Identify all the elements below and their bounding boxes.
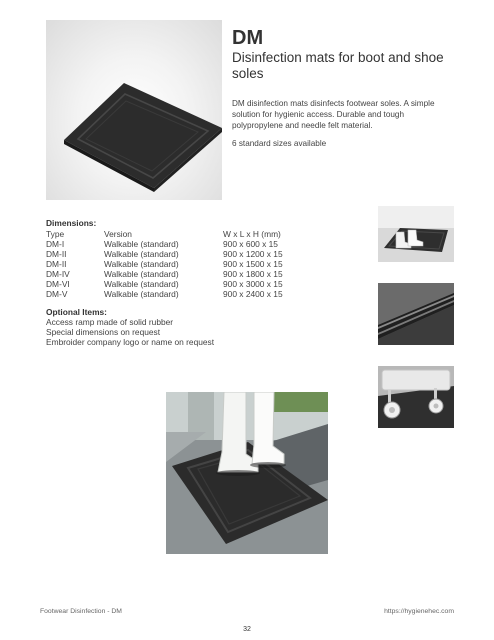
- type-cell: DM-V: [46, 289, 68, 299]
- column-header: W x L x H (mm): [223, 229, 281, 239]
- version-cell: Walkable (standard): [104, 239, 179, 249]
- product-title: Disinfection mats for boot and shoe soles: [232, 50, 444, 81]
- sizes-note: 6 standard sizes available: [232, 139, 327, 148]
- dimensions-heading: Dimensions:: [46, 218, 97, 228]
- product-description: DM disinfection mats disinfects footwear soles. A simple solution for hygienic access. Durable and tough polypropylene and needle felt material.: [232, 99, 435, 130]
- table-row: [46, 279, 283, 289]
- table-row: [46, 249, 283, 259]
- footer-section-title: Footwear Disinfection - DM: [40, 608, 122, 615]
- mat-product-photo: [46, 20, 222, 200]
- mat-edge-thumbnail: [378, 283, 454, 345]
- boots-in-doorway-photo: [166, 392, 328, 554]
- version-cell: Walkable (standard): [104, 289, 179, 299]
- version-cell: Walkable (standard): [104, 279, 179, 289]
- list-item: Embroider company logo or name on request: [46, 337, 215, 347]
- list-item: Special dimensions on request: [46, 327, 161, 337]
- version-cell: Walkable (standard): [104, 269, 179, 279]
- list-item: Access ramp made of solid rubber: [46, 317, 174, 327]
- boots-on-mat-thumbnail: [378, 206, 454, 262]
- page-number: 32: [243, 626, 251, 633]
- size-cell: 900 x 1500 x 15: [223, 259, 283, 269]
- table-row: [46, 239, 283, 249]
- size-cell: 900 x 600 x 15: [223, 239, 278, 249]
- type-cell: DM-I: [46, 239, 65, 249]
- size-cell: 900 x 1200 x 15: [223, 249, 283, 259]
- type-cell: DM-VI: [46, 279, 70, 289]
- version-cell: Walkable (standard): [104, 249, 179, 259]
- table-row: [46, 289, 283, 299]
- trolley-on-mat-thumbnail: [378, 366, 454, 428]
- table-row: [46, 259, 283, 269]
- type-cell: DM-II: [46, 259, 67, 269]
- size-cell: 900 x 3000 x 15: [223, 279, 283, 289]
- size-cell: 900 x 1800 x 15: [223, 269, 283, 279]
- footer-website-link[interactable]: https://hygienehec.com: [384, 608, 454, 615]
- table-header-row: [46, 229, 283, 239]
- version-cell: Walkable (standard): [104, 259, 179, 269]
- size-cell: 900 x 2400 x 15: [223, 289, 283, 299]
- type-cell: DM-II: [46, 249, 67, 259]
- table-row: [46, 269, 283, 279]
- column-header: Type: [46, 229, 65, 239]
- optional-items-list: [46, 317, 214, 347]
- column-header: Version: [104, 229, 132, 239]
- dimensions-table: [46, 229, 283, 299]
- type-cell: DM-IV: [46, 269, 70, 279]
- optional-items-heading: Optional Items:: [46, 307, 107, 317]
- product-code: DM: [232, 27, 264, 49]
